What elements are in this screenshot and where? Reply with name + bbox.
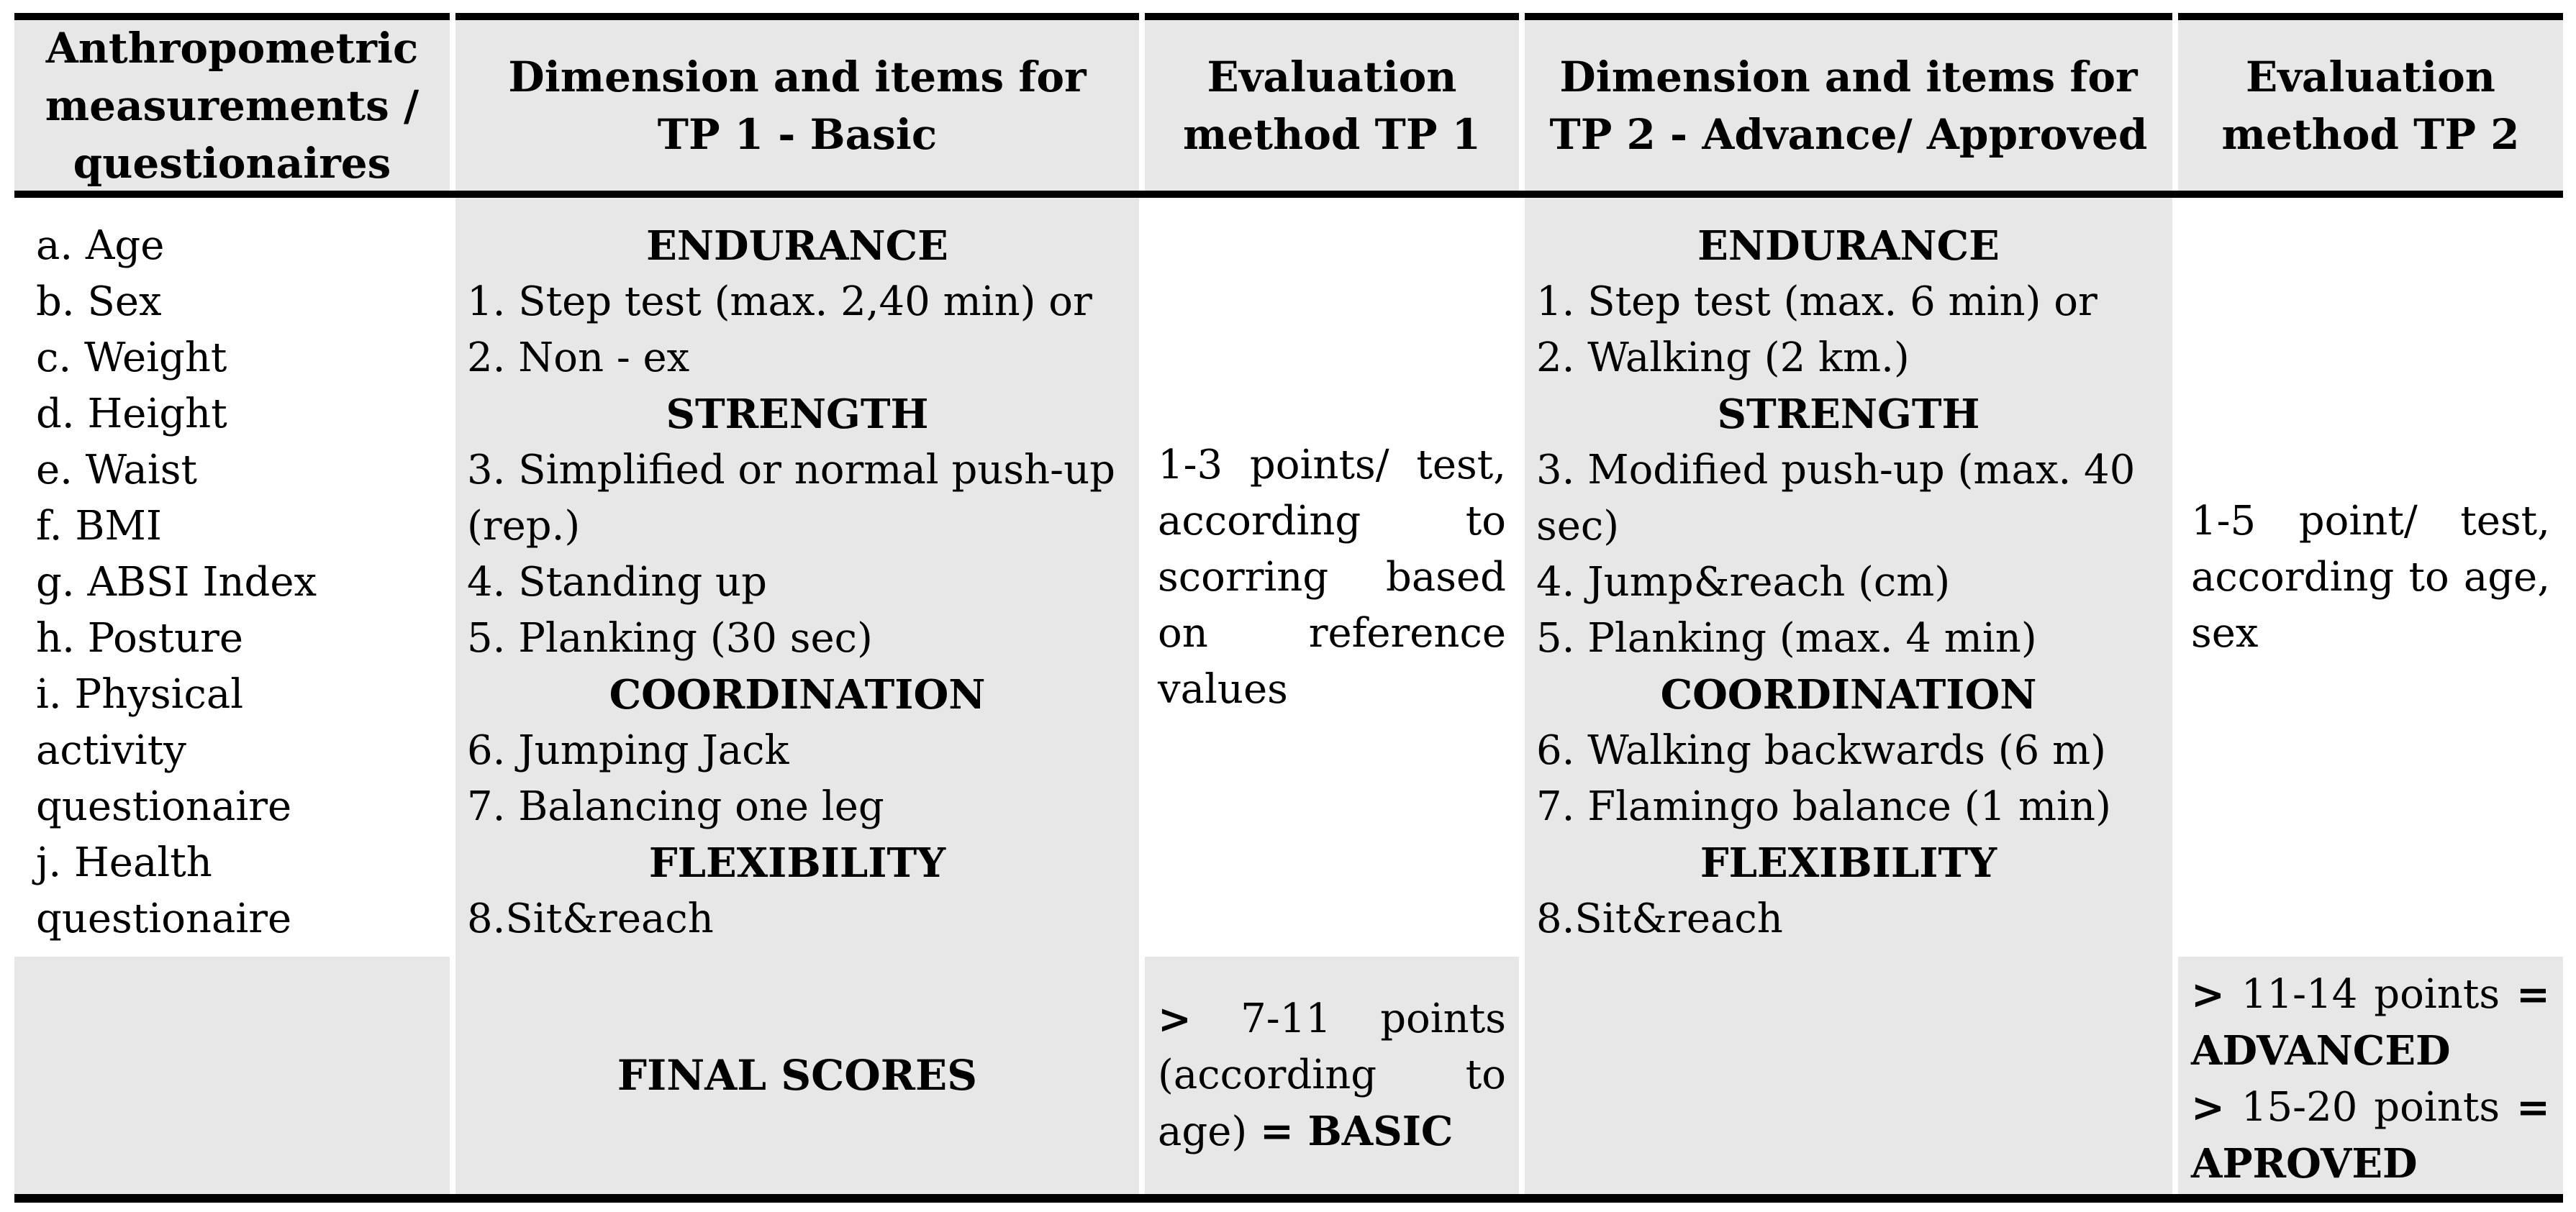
final-scores-label: FINAL SCORES bbox=[617, 1051, 978, 1100]
word-segment: 1-5 bbox=[2191, 497, 2257, 545]
word-segment: age) bbox=[1158, 1108, 1248, 1155]
word-segment: age, bbox=[2463, 553, 2550, 601]
list-item: 3. Simplified or normal push-up bbox=[467, 447, 1116, 493]
word-segment: points/ bbox=[1249, 441, 1389, 488]
word-segment: sex bbox=[2191, 609, 2259, 657]
word-segment: points bbox=[2374, 971, 2500, 1018]
list-item: (rep.) bbox=[467, 503, 581, 550]
list-item: 1. Step test (max. 2,40 min) or bbox=[467, 278, 1092, 325]
word-segment: test, bbox=[2460, 497, 2550, 545]
table-bottom-rule bbox=[14, 1194, 2563, 1203]
section-heading: FLEXIBILITY bbox=[1700, 839, 1997, 887]
word-segment: based bbox=[1386, 553, 1506, 601]
header-line: Evaluation bbox=[1207, 52, 1457, 101]
section-heading: FLEXIBILITY bbox=[648, 839, 946, 887]
word-segment: to bbox=[1465, 497, 1506, 545]
justified-line bbox=[1158, 662, 1506, 718]
cell-footer-blank-right bbox=[1525, 957, 2172, 1194]
section-heading: ENDURANCE bbox=[646, 222, 948, 270]
word-segment: according bbox=[2191, 553, 2395, 601]
list-item: 3. Modified push-up (max. 40 bbox=[1536, 447, 2136, 493]
word-segment: reference bbox=[1308, 609, 1506, 657]
list-item: c. Weight bbox=[36, 334, 227, 381]
list-item: 7. Flamingo balance (1 min) bbox=[1536, 783, 2111, 830]
list-item: 8.Sit&reach bbox=[467, 896, 714, 942]
word-segment: on bbox=[1158, 609, 1208, 657]
cell-footer-blank-left bbox=[14, 957, 450, 1194]
word-segment: = BASIC bbox=[1260, 1107, 1453, 1155]
word-segment: scorring bbox=[1158, 553, 1329, 601]
list-item: h. Posture bbox=[36, 615, 244, 662]
word-segment: 15-20 bbox=[2241, 1084, 2358, 1131]
justified-line bbox=[2191, 493, 2550, 550]
list-item: questionaire bbox=[36, 896, 292, 942]
list-item: 5. Planking (30 sec) bbox=[467, 615, 873, 662]
section-heading: COORDINATION bbox=[609, 671, 986, 719]
word-segment: according bbox=[1158, 497, 1361, 545]
list-item: e. Waist bbox=[36, 447, 197, 493]
word-segment: points bbox=[1380, 995, 1506, 1042]
protocol-table bbox=[14, 13, 2563, 1203]
cell-anthropometric-list bbox=[14, 198, 450, 957]
word-segment: ADVANCED bbox=[2191, 1027, 2451, 1075]
section-heading: COORDINATION bbox=[1660, 671, 2037, 719]
justified-line bbox=[1158, 991, 1506, 1047]
list-item: 6. Walking backwards (6 m) bbox=[1536, 727, 2107, 774]
justified-line bbox=[1158, 1103, 1506, 1160]
justified-line bbox=[1158, 1047, 1506, 1103]
list-item: a. Age bbox=[36, 222, 165, 269]
justified-line bbox=[2191, 606, 2550, 662]
list-item: questionaire bbox=[36, 783, 292, 830]
header-line: Evaluation bbox=[2246, 52, 2495, 101]
header-line: Dimension and items for bbox=[1559, 52, 2138, 101]
word-segment: test, bbox=[1416, 441, 1506, 488]
word-segment: point/ bbox=[2298, 497, 2418, 545]
word-segment: > bbox=[2191, 971, 2225, 1019]
header-line: TP 2 - Advance/ Approved bbox=[1549, 109, 2148, 159]
list-item: b. Sex bbox=[36, 278, 162, 325]
word-segment: APROVED bbox=[2191, 1140, 2418, 1188]
header-line: questionaires bbox=[73, 138, 391, 188]
list-item: 6. Jumping Jack bbox=[467, 727, 789, 774]
list-item: 2. Non - ex bbox=[467, 334, 690, 381]
header-line: TP 1 - Basic bbox=[657, 109, 938, 159]
justified-line bbox=[2191, 550, 2550, 606]
list-item: 5. Planking (max. 4 min) bbox=[1536, 615, 2037, 662]
header-line: method TP 1 bbox=[1183, 109, 1481, 159]
list-item: 4. Jump&reach (cm) bbox=[1536, 559, 1951, 606]
list-item: 2. Walking (2 km.) bbox=[1536, 334, 1910, 381]
header-line: method TP 2 bbox=[2221, 109, 2520, 159]
section-heading: STRENGTH bbox=[1717, 391, 1980, 438]
word-segment: = bbox=[2516, 1084, 2550, 1131]
word-segment: > bbox=[1158, 995, 1192, 1043]
justified-line bbox=[1158, 550, 1506, 606]
list-item: sec) bbox=[1536, 503, 1620, 550]
header-anthropometric-measurements bbox=[14, 13, 450, 191]
word-segment: (according bbox=[1158, 1051, 1377, 1098]
cell-final-scores bbox=[455, 957, 1139, 1194]
cell-tp2-final-score-rule bbox=[2178, 957, 2563, 1194]
header-line: measurements / bbox=[45, 81, 419, 130]
cell-tp2-evaluation bbox=[2178, 198, 2563, 957]
word-segment: to bbox=[1465, 1051, 1506, 1098]
list-item: 4. Standing up bbox=[467, 559, 767, 606]
list-item: g. ABSI Index bbox=[36, 559, 317, 606]
cell-tp1-items-list bbox=[455, 198, 1139, 957]
list-item: 8.Sit&reach bbox=[1536, 896, 1783, 942]
cell-tp1-evaluation bbox=[1145, 198, 1519, 957]
word-segment: 7-11 bbox=[1241, 995, 1331, 1042]
justified-line bbox=[1158, 493, 1506, 550]
word-segment: 1-3 bbox=[1158, 441, 1223, 488]
justified-line bbox=[1158, 606, 1506, 662]
word-segment: = bbox=[2516, 971, 2550, 1019]
list-item: i. Physical bbox=[36, 671, 244, 718]
justified-line bbox=[2191, 967, 2550, 1023]
header-evaluation-method-tp2 bbox=[2178, 13, 2563, 191]
header-bottom-rule bbox=[14, 191, 2563, 198]
word-segment: > bbox=[2191, 1084, 2225, 1131]
header-dimension-items-tp2 bbox=[1525, 13, 2172, 191]
list-item: d. Height bbox=[36, 391, 227, 437]
list-item: activity bbox=[36, 727, 186, 774]
list-item: j. Health bbox=[36, 839, 212, 886]
section-heading: STRENGTH bbox=[666, 391, 929, 438]
cell-tp2-items-list bbox=[1525, 198, 2172, 957]
header-evaluation-method-tp1 bbox=[1145, 13, 1519, 191]
header-line: Dimension and items for bbox=[508, 52, 1087, 101]
word-segment: values bbox=[1158, 665, 1288, 713]
word-segment: 11-14 bbox=[2241, 971, 2358, 1018]
word-segment: to bbox=[2408, 553, 2449, 601]
word-segment: points bbox=[2374, 1084, 2500, 1131]
list-item: f. BMI bbox=[36, 503, 162, 550]
justified-line bbox=[2191, 1023, 2550, 1080]
cell-tp1-final-score-rule bbox=[1145, 957, 1519, 1194]
list-item: 1. Step test (max. 6 min) or bbox=[1536, 278, 2097, 325]
section-heading: ENDURANCE bbox=[1697, 222, 2000, 270]
header-dimension-items-tp1 bbox=[455, 13, 1139, 191]
list-item: 7. Balancing one leg bbox=[467, 783, 884, 830]
justified-line bbox=[2191, 1136, 2550, 1193]
justified-line bbox=[2191, 1080, 2550, 1136]
justified-line bbox=[1158, 437, 1506, 493]
header-line: Anthropometric bbox=[45, 23, 419, 73]
